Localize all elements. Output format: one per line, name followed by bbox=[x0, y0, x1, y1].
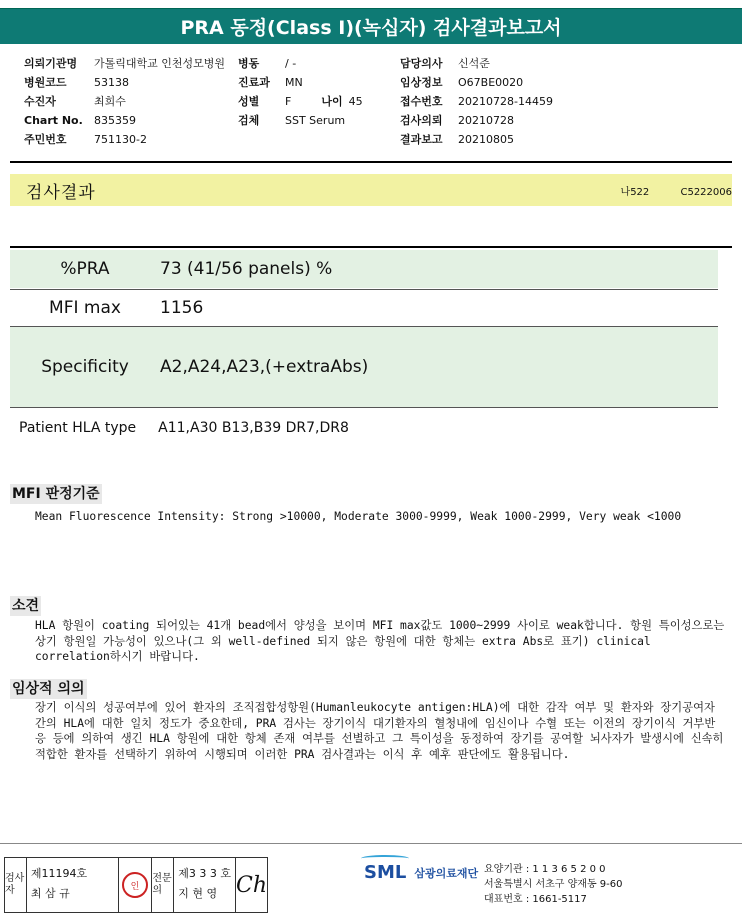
clinical-meaning-text: 장기 이식의 성공여부에 있어 환자의 조직접합성항원(Humanleukocyte antigen:HLA)에 대한 감작 여부 및 환자와 장기공여자간의 HLA에 대한 일치 정도가 중요한데, PRA 검사는 장기이식 대기환자의 혈청내에 임신이나 수혈 또는 이전의 장기이식 거부반응 등에 의하여 생긴 HLA 항원에 대한 항체 존재 여부를 선별하고 그 특이성을 동정하여 장기를 공여할 뇌사자가 발생시에 신속히 적합한 환자를 선택하기 위하여 시행되며 이러한 PRA 검사결과는 이식 후 예후 판단에도 활용됩니다. bbox=[35, 701, 731, 761]
hla-value: A11,A30 B13,B39 DR7,DR8 bbox=[158, 420, 349, 436]
hospital-code-label: 병원코드 bbox=[24, 76, 67, 89]
signature-box bbox=[4, 857, 268, 913]
table-top-line bbox=[10, 246, 732, 248]
inspector-name: 최 삼 규 bbox=[30, 887, 70, 900]
mfi-row bbox=[10, 290, 718, 326]
pra-row bbox=[10, 250, 718, 288]
dept-value: MN bbox=[285, 76, 303, 89]
lab-address: 서울특별시 서초구 양재동 9-60 bbox=[484, 879, 623, 890]
sex-label: 성별 bbox=[238, 95, 260, 108]
sex-value: F bbox=[285, 95, 292, 108]
hospital-code-value: 53138 bbox=[94, 76, 129, 89]
chart-label: Chart No. bbox=[24, 114, 83, 127]
specificity-label: Specificity bbox=[41, 357, 129, 377]
specimen-value: SST Serum bbox=[285, 114, 346, 127]
mfi-label: MFI max bbox=[49, 298, 121, 318]
lab-no: 요양기관 : 1 1 3 6 5 2 0 0 bbox=[484, 864, 606, 875]
finding-text: HLA 항원이 coating 되어있는 41개 bead에서 양성을 보이며 MFI max값도 1000~2999 사이로 weak합니다. 항원 특이성으로는 상기 항원일 가능성이 있으나(그 외 well-defined 되지 않은 항원에 대한 항체는 extra Abs로 표기) clinical correlation하시기 바랍니다. bbox=[35, 619, 732, 663]
clinical-label: 임상정보 bbox=[400, 76, 443, 89]
criteria-heading: MFI 판정기준 bbox=[12, 486, 100, 502]
result-header-bar bbox=[10, 174, 732, 206]
seal-icon: 인 bbox=[122, 872, 148, 898]
report-title: PRA 동정(Class I)(녹십자) 검사결과보고서 bbox=[0, 8, 742, 44]
request-label: 검사의뢰 bbox=[400, 114, 443, 127]
confirmer-name: 지 현 영 bbox=[178, 887, 218, 900]
rrn-label: 주민번호 bbox=[24, 133, 67, 146]
clinical-value: O67BE0020 bbox=[458, 76, 524, 89]
ward-value: / - bbox=[285, 57, 297, 70]
age-label: 나이 bbox=[321, 95, 343, 108]
code-2: C5222006 bbox=[680, 187, 732, 198]
receipt-label: 접수번호 bbox=[400, 95, 443, 108]
hla-row bbox=[19, 420, 349, 436]
inspector-no: 제11194호 bbox=[30, 867, 88, 880]
lab-logo bbox=[364, 862, 478, 883]
recipient-label: 수진자 bbox=[24, 95, 56, 108]
hla-label: Patient HLA type bbox=[19, 420, 137, 436]
institution-value: 가톨릭대학교 인천성모병원 bbox=[94, 57, 226, 70]
receipt-value: 20210728-14459 bbox=[458, 95, 553, 108]
lab-tel: 대표번호 : 1661-5117 bbox=[484, 894, 587, 905]
patient-info-col2 bbox=[238, 54, 398, 130]
seal bbox=[119, 858, 153, 912]
criteria-text: Mean Fluorescence Intensity: Strong >10000, Moderate 3000-9999, Weak 1000-2999, Very weak <1000 bbox=[35, 510, 682, 523]
code-1: 나522 bbox=[620, 187, 650, 198]
recipient-value: 최희수 bbox=[94, 95, 126, 108]
logo-name: 삼광의료재단 bbox=[414, 866, 479, 880]
request-value: 20210728 bbox=[458, 114, 514, 127]
inspector-info bbox=[27, 858, 119, 912]
patient-info-col3 bbox=[400, 54, 730, 149]
doctor-label: 담당의사 bbox=[400, 57, 443, 70]
mfi-value: 1156 bbox=[160, 298, 204, 318]
confirmer-vertical-label: 전문의 bbox=[152, 858, 174, 912]
confirmer-no: 제3 3 3 호 bbox=[178, 867, 231, 880]
rrn-value: 751130-2 bbox=[94, 133, 147, 146]
divider bbox=[10, 161, 732, 163]
institution-label: 의뢰기관명 bbox=[24, 57, 78, 70]
ward-label: 병동 bbox=[238, 57, 260, 70]
confirmer-info bbox=[174, 858, 236, 912]
chart-value: 835359 bbox=[94, 114, 136, 127]
pra-label: %PRA bbox=[60, 259, 110, 279]
finding-heading: 소견 bbox=[12, 598, 40, 614]
logo-mark: SML bbox=[364, 862, 407, 883]
age-value: 45 bbox=[348, 95, 363, 108]
report-label: 결과보고 bbox=[400, 133, 443, 146]
specimen-label: 검체 bbox=[238, 114, 260, 127]
specificity-row bbox=[10, 327, 718, 407]
doctor-value: 신석준 bbox=[458, 57, 490, 70]
table-line bbox=[10, 407, 718, 408]
pra-value: 73 (41/56 panels) % bbox=[160, 259, 333, 279]
patient-info-col1 bbox=[24, 54, 254, 149]
result-header: 검사결과 bbox=[26, 182, 96, 203]
inspector-vertical-label: 검사자 bbox=[5, 858, 27, 912]
clinical-meaning-heading: 임상적 의의 bbox=[12, 681, 85, 697]
footer-divider bbox=[0, 843, 742, 844]
report-value: 20210805 bbox=[458, 133, 514, 146]
lab-info bbox=[484, 862, 623, 907]
dept-label: 진료과 bbox=[238, 76, 270, 89]
result-codes bbox=[593, 183, 732, 198]
specificity-value: A2,A24,A23,(+extraAbs) bbox=[160, 357, 369, 377]
signature-icon: Ch bbox=[235, 872, 267, 898]
